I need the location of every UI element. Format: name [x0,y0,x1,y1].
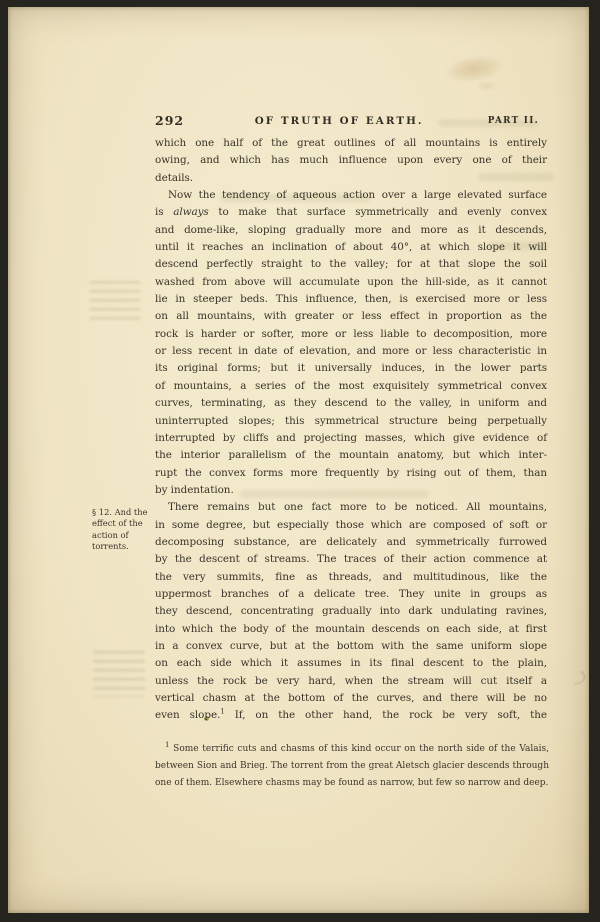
margin-note-line: effect of the [92,518,143,529]
text-line: the very summits, fine as threads, and multitudinous, like the [155,570,547,583]
text-line: uppermost branches of a delicate tree. They unite in groups as [155,587,547,600]
page-paper [8,7,589,913]
text-line: until it reaches an inclination of about 40°, at which slope it will [155,241,547,254]
text-line: in a convex curve, but at the bottom with the same uniform slope [155,639,547,652]
text-line: washed from above will accumulate upon the hill-side, as it cannot [155,275,547,288]
pencil-mark [568,669,587,687]
text-line: of mountains, a series of the most exquisitely symmetrical convex [155,379,547,392]
margin-note-line: action of [92,529,129,540]
ghost-text-smudge [90,281,140,323]
text-run: If, on the other hand, the rock be very soft, the [224,709,547,722]
text-line: rock is harder or softer, more or less liable to decomposition, more [155,327,547,340]
text-line: or less recent in date of elevation, and more or less characteristic in [155,345,547,358]
text-line: by the descent of streams. The traces of their action commence at [155,553,547,566]
text-line: vertical chasm at the bottom of the curves, and there will be no [155,692,547,704]
text-line [155,204,547,221]
running-title: OF TRUTH OF EARTH. [254,115,424,127]
italic-word: always [173,206,209,219]
margin-note-line: torrents. [92,541,129,552]
text-line: into which the body of the mountain descends on each side, at first [155,622,547,635]
part-label: PART II. [487,116,539,126]
text-line: curves, terminating, as they descend to the valley, in uniform and [155,397,547,410]
ghost-text-smudge [93,651,145,697]
text-run: is [155,206,174,219]
text-line: by indentation. [155,483,234,496]
text-line: on all mountains, with greater or less effect in proportion as the [155,310,547,323]
footnote-line: between Sion and Brieg. The torrent from the great Aletsch glacier descends through [155,760,549,771]
text-line: interrupted by cliffs and projecting masses, which give evidence of [155,431,547,444]
footnote [155,741,549,792]
running-head [155,113,547,131]
text-line [155,707,547,724]
text-line: they descend, concentrating gradually into dark undulating ravines, [155,605,547,618]
text-line: uninterrupted slopes; this symmetrical structure being perpetually [155,414,547,427]
text-line: its original forms; but it universally induces, in the lower parts [155,362,547,375]
text-line: Now the tendency of aqueous action over a large elevated surface [168,189,547,202]
text-line: the interior parallelism of the mountain anatomy, but which inter- [155,449,547,462]
text-run: even slope. [155,709,221,722]
text-line: There remains but one fact more to be noticed. All mountains, [168,501,547,514]
footnote-line: one of them. Elsewhere chasms may be found as narrow, but few so narrow and deep. [155,777,549,788]
text-line: in some degree, but especially those which are composed of soft or [155,518,547,531]
text-line: on each side which it assumes in its final descent to the plain, [155,657,547,670]
text-line: and dome-like, sloping gradually more and more as it descends, [155,223,547,236]
text-line: descend perfectly straight to the valley; for at that slope the soil [155,258,547,271]
text-line: rupt the convex forms more frequently by rising out of them, than [155,466,547,479]
stain-spot-small [476,81,498,91]
text-run: to make that surface symmetrically and evenly convex [208,206,548,219]
text-line: details. [155,171,194,184]
page-number: 292 [155,113,185,128]
margin-note [92,507,156,553]
text-line: owing, and which has much influence upon every one of their [155,154,547,167]
text-line: which one half of the great outlines of all mountains is entirely [155,137,547,149]
margin-note-line: § 12. And the [92,507,148,517]
body-text-column [155,135,547,725]
text-run: Some terrific cuts and chasms of this kind occur on the north side of the Valais, [169,744,549,754]
text-line: unless the rock be very hard, when the stream will cut itself a [155,674,547,687]
text-line: lie in steeper beds. This influence, then, is exercised more or less [155,293,547,306]
footnote-reference: 1 [220,707,225,716]
footnote-line [155,741,549,758]
text-line: decomposing substance, are delicately and symmetrically furrowed [155,535,547,548]
footnote-marker: 1 [165,741,170,749]
